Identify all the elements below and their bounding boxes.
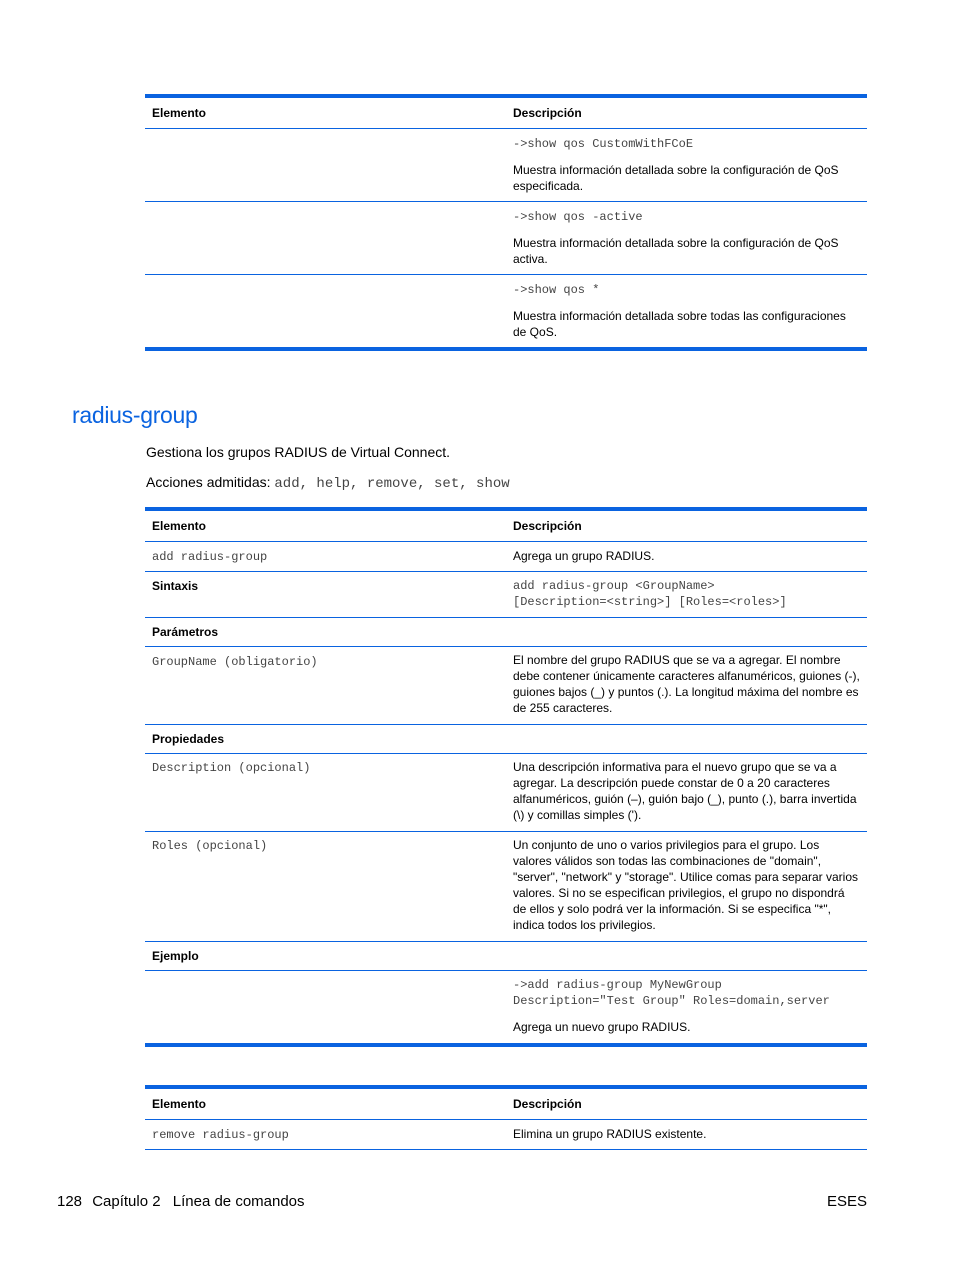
page-number: 128 [57, 1193, 83, 1210]
row-description: Agrega un grupo RADIUS. [513, 549, 655, 563]
command-example: ->show qos CustomWithFCoE [513, 137, 694, 151]
table-row [145, 942, 867, 970]
table-header [145, 98, 867, 128]
property-description: Una descripción informativa para el nuevo grupo que se va a agregar. La descripción puede constar de 0 a 20 caracteres alfanuméricos, guión (–), guión bajo (_), punto (.), barra invertida (\) y comillas simples ('). [513, 760, 857, 822]
table-header [145, 1089, 867, 1119]
syntax-line: [Description=<string>] [Roles=<roles>] [513, 595, 787, 609]
chapter-title: Línea de comandos [172, 1193, 305, 1210]
property-description: Un conjunto de uno o varios privilegios para el grupo. Los valores válidos son todas las combinaciones de "domain", "server", "network" y "storage". Utilice comas para separar varios valores. Si no se especifican privilegios, el grupo no dispondrá de ellos y solo podrá ver la información. Si se especifica "*", indica todos los privilegios. [513, 838, 859, 932]
parameter-name: GroupName (obligatorio) [152, 655, 318, 669]
example-line: ->add radius-group MyNewGroup [513, 978, 722, 992]
command-name: remove radius-group [152, 1128, 289, 1142]
row-description: Elimina un grupo RADIUS existente. [513, 1127, 707, 1141]
actions-separator: : [266, 474, 271, 490]
chapter-label: Capítulo 2 [92, 1193, 161, 1210]
parameter-description: El nombre del grupo RADIUS que se va a agregar. El nombre debe contener únicamente caracteres alfanuméricos, guiones (-), guiones bajos (_) y puntos (.). La longitud máxima del nombre es de 255 caracteres. [513, 653, 860, 715]
table-row [145, 129, 867, 201]
properties-label: Propiedades [152, 732, 225, 746]
add-radius-group-table [145, 507, 867, 1047]
table-row [145, 971, 867, 1043]
table-header [145, 511, 867, 541]
example-description: Agrega un nuevo grupo RADIUS. [513, 1020, 691, 1034]
section-intro: Gestiona los grupos RADIUS de Virtual Connect. [146, 444, 451, 460]
page-footer-left [57, 1193, 305, 1210]
table-row [145, 1120, 867, 1149]
header-descripcion: Descripción [513, 106, 582, 120]
property-name: Description (opcional) [152, 761, 311, 775]
table-row [145, 647, 867, 724]
example-label: Ejemplo [152, 949, 199, 963]
header-elemento: Elemento [152, 106, 207, 120]
table-row [145, 202, 867, 274]
syntax-line: add radius-group <GroupName> [513, 579, 715, 593]
qos-show-table [145, 94, 867, 351]
command-example: ->show qos * [513, 283, 600, 297]
table-row [145, 275, 867, 347]
table-row [145, 832, 867, 941]
remove-radius-group-table [145, 1085, 867, 1150]
section-title: radius-group [72, 402, 198, 428]
row-description: Muestra información detallada sobre la configuración de QoS activa. [513, 236, 839, 266]
table-row [145, 542, 867, 571]
header-elemento: Elemento [152, 519, 207, 533]
table-row [145, 572, 867, 617]
table-row [145, 725, 867, 753]
row-description: Muestra información detallada sobre todas las configuraciones de QoS. [513, 309, 846, 339]
actions-label: Acciones admitidas [146, 474, 267, 490]
table-row [145, 754, 867, 831]
header-descripcion: Descripción [513, 1097, 582, 1111]
command-name: add radius-group [152, 550, 268, 564]
command-example: ->show qos -active [513, 210, 643, 224]
example-line: Description="Test Group" Roles=domain,server [513, 994, 830, 1008]
parameters-label: Parámetros [152, 625, 219, 639]
page-footer-right: ESES [826, 1193, 867, 1210]
syntax-label: Sintaxis [152, 579, 199, 593]
supported-actions [146, 474, 510, 492]
header-descripcion: Descripción [513, 519, 582, 533]
header-elemento: Elemento [152, 1097, 207, 1111]
table-row [145, 618, 867, 646]
property-name: Roles (opcional) [152, 839, 268, 853]
row-description: Muestra información detallada sobre la configuración de QoS especificada. [513, 163, 839, 193]
actions-value: add, help, remove, set, show [274, 476, 510, 492]
